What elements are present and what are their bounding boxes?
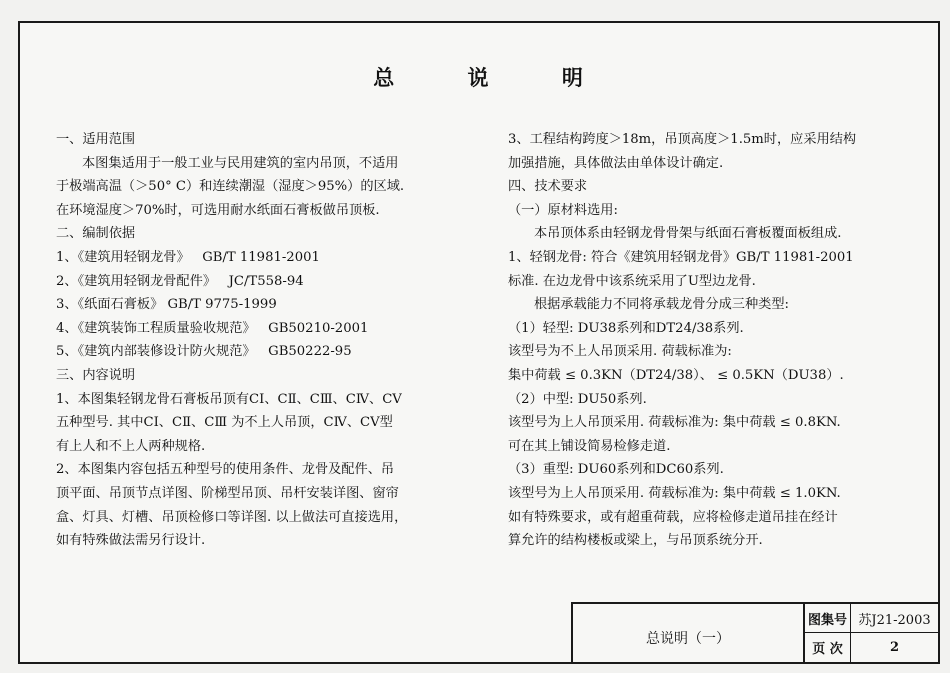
text-line: 一、适用范围: [56, 132, 136, 147]
text-line: 5、《建筑内部装修设计防火规范》 GB50222-95: [56, 344, 352, 360]
text-line: （2）中型: DU50系列.: [508, 391, 647, 407]
text-line: 标准. 在边龙骨中该系统采用了U型边龙骨.: [508, 273, 756, 289]
title-char-1: 总: [373, 66, 397, 90]
text-line: 如有特殊要求，或有超重荷载，应将检修走道吊挂在经计: [508, 509, 838, 525]
page-number-value: 2: [889, 640, 900, 655]
text-line: 顶平面、吊顶节点详图、阶梯型吊顶、吊杆安装详图、窗帘: [56, 485, 399, 501]
page-number-label: 页 次: [805, 633, 851, 662]
text-line: 1、本图集轻钢龙骨石膏板吊顶有CⅠ、CⅡ、CⅢ、CⅣ、CⅤ: [56, 391, 402, 407]
text-line: 本吊顶体系由轻钢龙骨骨架与纸面石膏板覆面板组成.: [534, 226, 842, 242]
drawing-sheet: [18, 21, 940, 664]
right-text-column: [508, 128, 928, 553]
text-line: （一）原材料选用:: [508, 202, 618, 218]
text-line: 五种型号. 其中CⅠ、CⅡ、CⅢ 为不上人吊顶，CⅣ、CⅤ型: [56, 415, 393, 431]
text-line: 3、工程结构跨度＞18m，吊顶高度＞1.5m时，应采用结构: [508, 132, 857, 147]
text-line: 盒、灯具、灯槽、吊顶检修口等详图. 以上做法可直接选用，: [56, 509, 408, 525]
text-line: （1）轻型: DU38系列和DT24/38系列.: [508, 320, 744, 336]
text-line: 集中荷载 ≤ 0.3KN（DT24/38）、 ≤ 0.5KN（DU38）.: [508, 367, 844, 383]
text-line: 2、本图集内容包括五种型号的使用条件、龙骨及配件、吊: [56, 462, 395, 478]
text-line: 该型号为上人吊顶采用. 荷载标准为: 集中荷载 ≤ 0.8KN.: [508, 415, 841, 431]
text-line: 有上人和不上人两种规格.: [56, 438, 206, 454]
text-line: 在环境湿度＞70%时，可选用耐水纸面石膏板做吊顶板.: [56, 202, 380, 218]
title-char-2: 说: [467, 66, 491, 90]
atlas-number-label: 图集号: [805, 604, 851, 633]
text-line: 三、内容说明: [56, 367, 136, 383]
text-line: 本图集适用于一般工业与民用建筑的室内吊顶，不适用: [82, 155, 399, 171]
text-line: 根据承载能力不同将承载龙骨分成三种类型:: [534, 297, 790, 313]
title-block: [571, 602, 940, 664]
text-line: 可在其上铺设简易检修走道.: [508, 438, 671, 454]
text-line: 于极端高温（＞50° C）和连续潮湿（湿度＞95%）的区域.: [56, 179, 405, 195]
text-line: 四、技术要求: [508, 179, 588, 195]
text-line: 该型号为上人吊顶采用. 荷载标准为: 集中荷载 ≤ 1.0KN.: [508, 485, 841, 501]
text-line: 加强措施，具体做法由单体设计确定.: [508, 155, 724, 171]
left-text-column: [56, 128, 496, 553]
text-line: 二、编制依据: [56, 226, 136, 242]
text-line: 如有特殊做法需另行设计.: [56, 533, 206, 549]
text-line: 3、《纸面石膏板》 GB/T 9775-1999: [56, 297, 277, 313]
text-line: 1、轻钢龙骨: 符合《建筑用轻钢龙骨》GB/T 11981-2001: [508, 249, 854, 265]
page-title: [20, 62, 938, 92]
title-char-3: 明: [561, 66, 585, 90]
text-line: 1、《建筑用轻钢龙骨》 GB/T 11981-2001: [56, 249, 320, 265]
text-line: 4、《建筑装饰工程质量验收规范》 GB50210-2001: [56, 320, 369, 336]
sheet-title: 总说明（一）: [573, 604, 805, 662]
atlas-number-value: 苏J21-2003: [851, 604, 938, 633]
text-line: 该型号为不上人吊顶采用. 荷载标准为:: [508, 344, 732, 360]
text-line: 算允许的结构楼板或梁上，与吊顶系统分开.: [508, 533, 763, 549]
text-line: 2、《建筑用轻钢龙骨配件》 JC/T558-94: [56, 273, 304, 289]
text-line: （3）重型: DU60系列和DC60系列.: [508, 462, 724, 478]
